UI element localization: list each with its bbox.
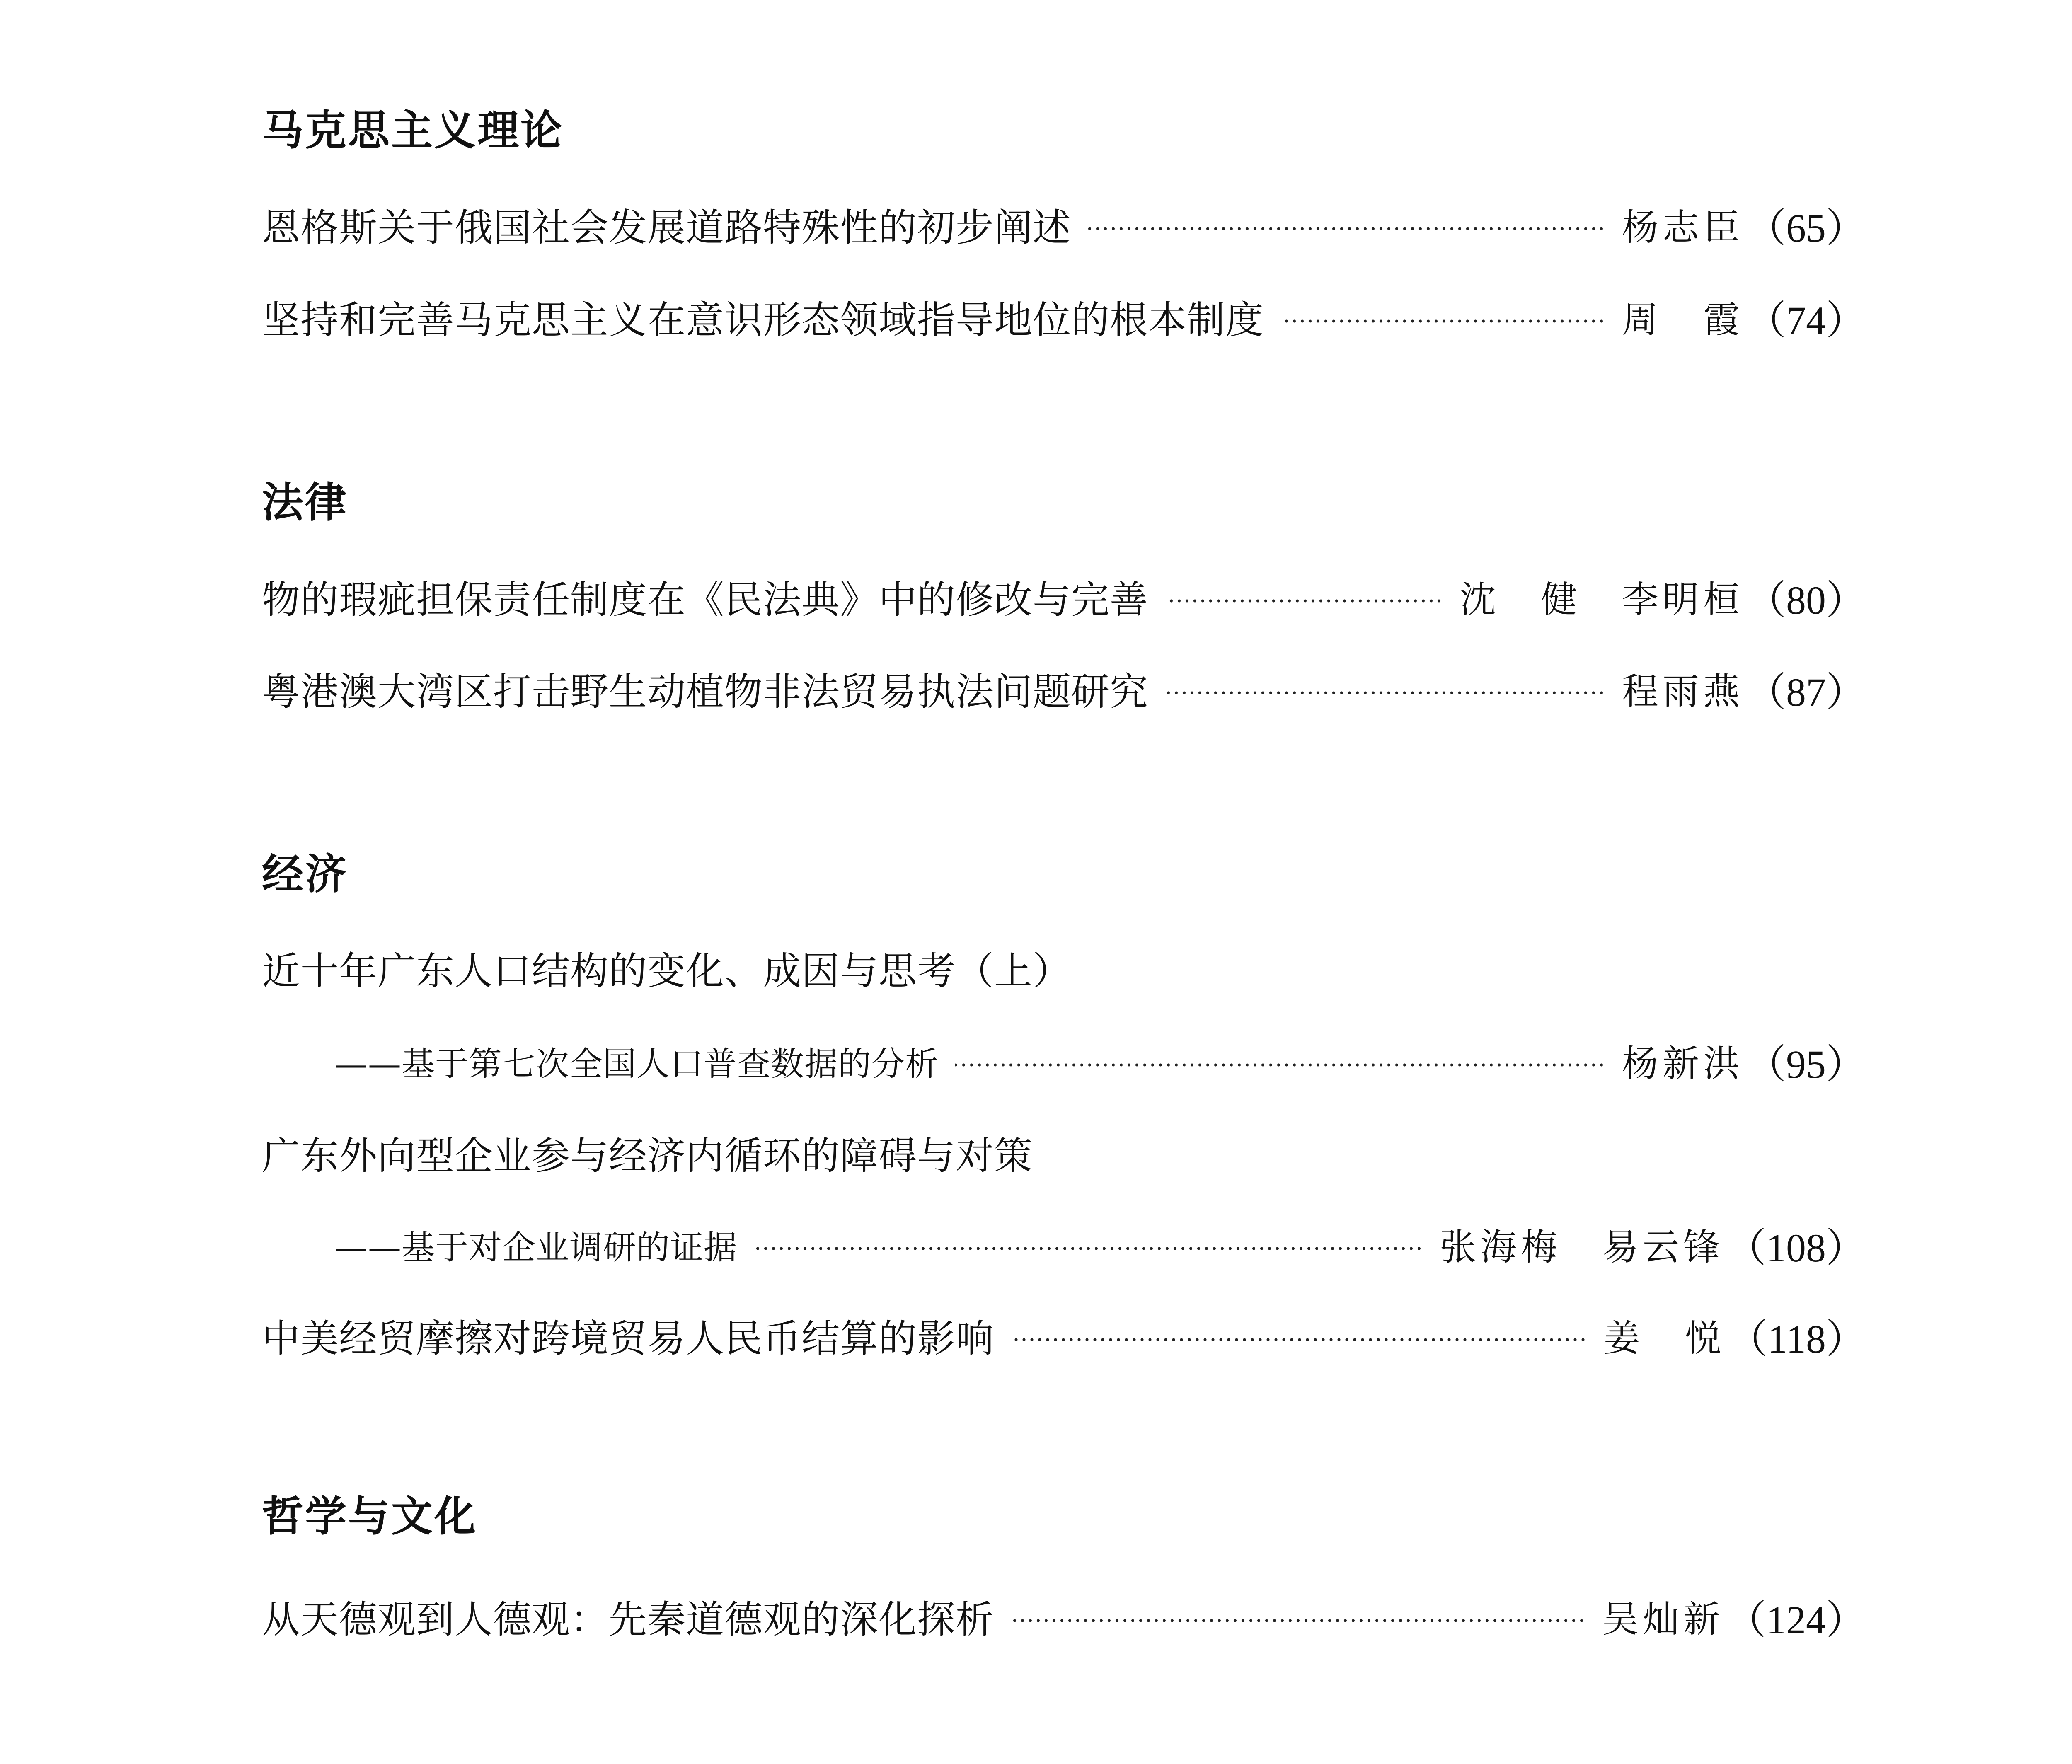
dot-leader (1011, 1338, 1587, 1341)
entry-subtitle: ——基于第七次全国人口普查数据的分析 (334, 1044, 939, 1083)
dot-leader (955, 1063, 1605, 1067)
entry-page-number: （95） (1746, 1042, 1866, 1086)
entry-page-number: （124） (1726, 1597, 1866, 1642)
entry-author: 张海梅 易云锋 (1439, 1226, 1724, 1268)
toc-entry[interactable] (262, 1128, 1866, 1178)
dot-leader (1165, 599, 1443, 603)
entry-title: 广东外向型企业参与经济内循环的障碍与对策 (262, 1134, 1033, 1178)
section-title: 经济 (262, 850, 348, 898)
dot-leader (1011, 1619, 1585, 1622)
entry-title: 粤港澳大湾区打击野生动植物非法贸易执法问题研究 (262, 670, 1149, 714)
entry-author: 姜 悦 (1603, 1317, 1726, 1360)
toc-entry[interactable] (262, 1311, 1866, 1360)
entry-author: 周 霞 (1622, 298, 1744, 341)
table-of-contents (262, 0, 1866, 1764)
entry-page-number: （87） (1746, 670, 1866, 714)
dot-leader (1088, 227, 1605, 230)
toc-entry-subtitle[interactable] (262, 1036, 1866, 1086)
section-title: 哲学与文化 (262, 1492, 477, 1541)
entry-page-number: （74） (1746, 298, 1866, 343)
toc-entry[interactable] (262, 1592, 1866, 1641)
entry-title: 恩格斯关于俄国社会发展道路特殊性的初步阐述 (262, 206, 1072, 250)
section-title: 法律 (262, 478, 348, 527)
entry-author: 杨新洪 (1622, 1042, 1744, 1085)
section-title: 马克思主义理论 (262, 106, 564, 155)
entry-subtitle: ——基于对企业调研的证据 (334, 1228, 737, 1267)
entry-author: 程雨燕 (1622, 670, 1744, 713)
entry-title: 中美经贸摩擦对跨境贸易人民币结算的影响 (262, 1316, 995, 1361)
entry-title: 物的瑕疵担保责任制度在《民法典》中的修改与完善 (262, 578, 1149, 622)
toc-entry[interactable] (262, 664, 1866, 714)
dot-leader (754, 1247, 1423, 1250)
toc-entry[interactable] (262, 572, 1866, 622)
entry-page-number: （80） (1746, 578, 1866, 622)
entry-title: 从天德观到人德观：先秦道德观的深化探析 (262, 1597, 995, 1642)
entry-author: 沈 健 李明桓 (1459, 578, 1744, 621)
toc-entry[interactable] (262, 943, 1866, 993)
entry-page-number: （65） (1746, 206, 1866, 250)
entry-page-number: （108） (1726, 1225, 1866, 1270)
entry-page-number: （118） (1728, 1316, 1866, 1361)
entry-author: 吴灿新 (1602, 1598, 1724, 1641)
entry-author: 杨志臣 (1622, 206, 1744, 249)
toc-entry[interactable] (262, 292, 1866, 342)
entry-title: 坚持和完善马克思主义在意识形态领域指导地位的根本制度 (262, 298, 1264, 342)
dot-leader (1165, 691, 1605, 694)
entry-title: 近十年广东人口结构的变化、成因与思考（上） (262, 949, 1072, 993)
dot-leader (1280, 319, 1605, 323)
toc-entry-subtitle[interactable] (262, 1220, 1866, 1269)
toc-entry[interactable] (262, 200, 1866, 249)
